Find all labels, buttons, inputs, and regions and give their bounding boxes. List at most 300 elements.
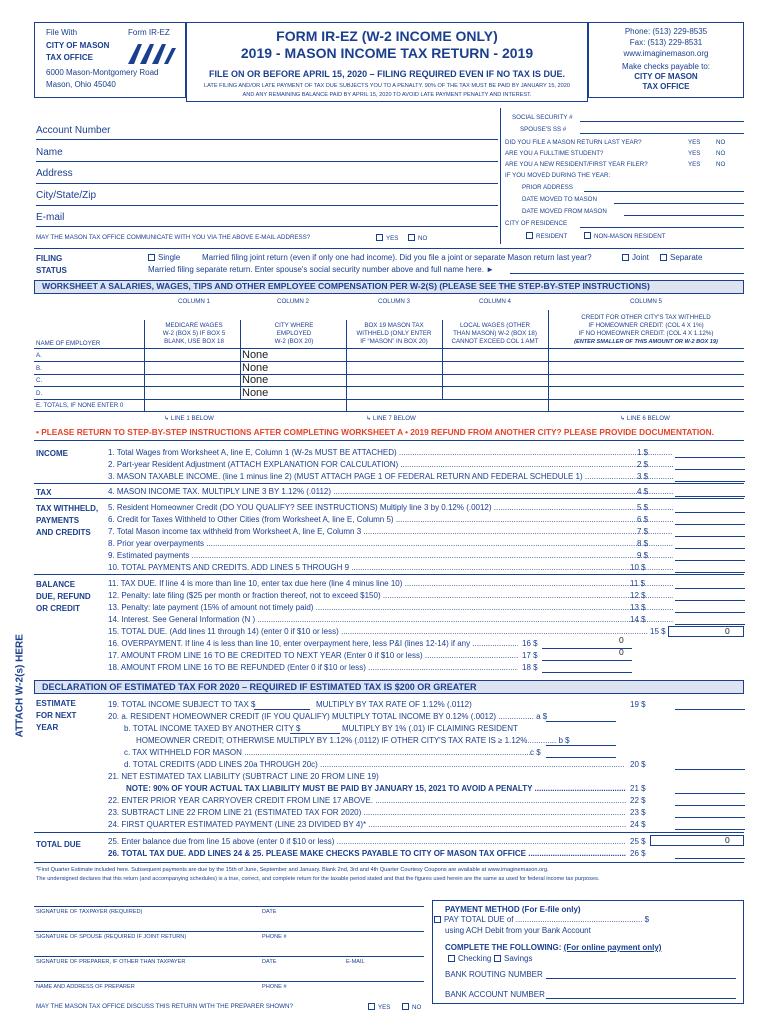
line-11 xyxy=(108,579,673,588)
line-5-text: 5. Resident Homeowner Credit (DO YOU QUALIFY? SEE INSTRUCTIONS) Multiply line 3 by 0.12% (.0012) xyxy=(108,503,492,512)
tax-rule xyxy=(34,498,744,499)
prior-address-line[interactable] xyxy=(584,191,744,192)
line-21-num: 21 $ xyxy=(630,784,646,793)
filing-label-2: STATUS xyxy=(36,266,67,275)
email-label: E-mail xyxy=(36,212,65,223)
line-13 xyxy=(108,603,673,612)
name-label: Name xyxy=(36,147,63,158)
ws-col-div-1 xyxy=(144,320,145,411)
line-9-text: 9. Estimated payments xyxy=(108,551,190,560)
late-notice-2: AND ANY REMAINING BALANCE PAID BY APRIL 15, 2020 TO AVOID LATE PAYMENT PENALTY AND INTEREST. xyxy=(242,92,532,98)
account-number-label: Account Number xyxy=(36,125,111,136)
section-withheld-3: AND CREDITS xyxy=(36,528,91,537)
line-16-value: 0 xyxy=(619,635,624,645)
preparer-phone-label: PHONE # xyxy=(262,984,287,990)
line-15 xyxy=(108,627,648,636)
line-20b-text: b. TOTAL INCOME TAXED BY ANOTHER CITY $ xyxy=(124,724,301,733)
discuss-no-checkbox[interactable] xyxy=(402,1003,409,1010)
line-17-text: 17. AMOUNT FROM LINE 16 TO BE CREDITED TO NEXT YEAR (Enter 0 if $10 or less) xyxy=(108,651,423,660)
email-yes-label: YES xyxy=(386,235,399,242)
city-residence-line[interactable] xyxy=(580,227,744,228)
line-19-income-field[interactable] xyxy=(254,709,310,710)
ws-col-div-4 xyxy=(442,320,443,399)
sig-taxpayer-label: SIGNATURE OF TAXPAYER (REQUIRED) xyxy=(36,909,143,915)
line-17-num: 17 $ xyxy=(522,651,538,660)
joint-option[interactable] xyxy=(622,253,649,262)
line-1-amount[interactable] xyxy=(675,447,745,458)
savings-checkbox[interactable] xyxy=(494,955,501,962)
line-3-num: 3 $ xyxy=(637,472,649,481)
office-name-2: TAX OFFICE xyxy=(46,53,93,62)
sig-preparer-date-label: DATE xyxy=(262,959,277,965)
col5-head-3: IF NO HOMEOWNER CREDIT: (COL 4 X 1.12%) xyxy=(578,330,714,337)
spouse-ssn-line[interactable] xyxy=(580,133,744,134)
office-name-1: CITY OF MASON xyxy=(46,41,110,50)
savings-option[interactable] xyxy=(494,954,532,963)
column-3-label: COLUMN 3 xyxy=(378,298,410,305)
city-state-zip-label: City/State/Zip xyxy=(36,190,97,201)
employer-header: NAME OF EMPLOYER xyxy=(36,340,101,347)
q3-no[interactable]: NO xyxy=(716,161,726,168)
line-9 xyxy=(108,551,673,560)
line-24-text: 24. FIRST QUARTER ESTIMATED PAYMENT (LINE 23 DIVIDED BY 4)* xyxy=(108,820,367,829)
email-no-option[interactable] xyxy=(408,234,427,242)
line-22 xyxy=(108,796,626,805)
email-no-label: NO xyxy=(418,235,428,242)
line-4-num: 4 $ xyxy=(637,487,649,496)
section-estimate-1: ESTIMATE xyxy=(36,699,76,708)
office-website: www.imaginemason.org xyxy=(623,49,709,58)
section-balance-2: DUE, REFUND xyxy=(36,592,91,601)
line-6-num: 6 $ xyxy=(637,515,649,524)
bank-account-field[interactable] xyxy=(546,998,736,999)
single-label: Single xyxy=(158,253,181,262)
ws-row-a-city[interactable]: None xyxy=(242,349,269,361)
married-joint-label: Married filing joint return (even if only one had income). Did you file a joint or separate Mason return last year? xyxy=(202,253,592,262)
footer-note-2: The undersigned declares that this return (and accompanying schedules) is a true, correct, and complete return for the taxable period stated and that the figures used herein are the same as used for federal income tax purposes. xyxy=(36,876,600,882)
section-withheld-1: TAX WITHHELD, xyxy=(36,504,99,513)
address-label: Address xyxy=(36,168,73,179)
discuss-yes-checkbox[interactable] xyxy=(368,1003,375,1010)
ws-row-a-rule xyxy=(34,361,744,362)
line-15-amount[interactable] xyxy=(668,626,744,637)
line-12-amount[interactable] xyxy=(675,590,745,601)
line-10-num: 10 $ xyxy=(630,563,646,572)
payable-to-2: TAX OFFICE xyxy=(642,82,690,91)
prior-address-label: PRIOR ADDRESS xyxy=(522,184,573,191)
line-9-amount[interactable] xyxy=(675,550,745,561)
return-title: 2019 - MASON INCOME TAX RETURN - 2019 xyxy=(240,45,534,61)
office-address-2: Mason, Ohio 45040 xyxy=(46,80,116,89)
line-18-num: 18 $ xyxy=(522,663,538,672)
column-2-label: COLUMN 2 xyxy=(277,298,309,305)
resident-label: RESIDENT xyxy=(536,233,568,240)
pay-total-checkbox[interactable] xyxy=(434,916,441,923)
line-2-num: 2 $ xyxy=(637,460,649,469)
ws-col-div-3 xyxy=(346,320,347,411)
line-1-text: 1. Total Wages from Worksheet A, line E, Column 1 (W-2s MUST BE ATTACHED) xyxy=(108,448,397,457)
line-23-amount[interactable] xyxy=(675,807,745,818)
section-total-due: TOTAL DUE xyxy=(36,840,81,849)
col3-head-2: WITHHELD (ONLY ENTER xyxy=(356,330,432,337)
line-25-text: 25. Enter balance due from line 15 above (enter 0 if $10 or less) xyxy=(108,837,335,846)
side-attach-label: ATTACH W-2(s) HERE xyxy=(14,634,26,738)
mason-logo xyxy=(126,40,178,66)
line-20c xyxy=(124,748,532,757)
payment-due[interactable] xyxy=(434,915,649,924)
line-23-num: 23 $ xyxy=(630,808,646,817)
col2-head-1: CITY WHERE xyxy=(274,322,314,329)
line-5-num: 5 $ xyxy=(637,503,649,512)
separate-option[interactable] xyxy=(660,253,702,262)
section-balance-3: OR CREDIT xyxy=(36,604,80,613)
line-21-text: 21. NET ESTIMATED TAX LIABILITY (SUBTRACT LINE 20 FROM LINE 19) xyxy=(108,772,379,781)
line-8-num: 8 $ xyxy=(637,539,649,548)
line-12-text: 12. Penalty: late filing ($25 per month or fraction thereof, not to exceed $150) xyxy=(108,591,381,600)
line-6-text: 6. Credit for Taxes Withheld to Other Cities (from Worksheet A, line E, Column 5) xyxy=(108,515,394,524)
question-student: ARE YOU A FULLTIME STUDENT? xyxy=(505,150,604,157)
line-20c-num: c $ xyxy=(530,748,541,757)
ws-col-div-2 xyxy=(240,320,241,399)
city-line[interactable] xyxy=(36,205,498,206)
line-2 xyxy=(108,460,673,469)
line-26-num: 26 $ xyxy=(630,849,646,858)
filing-deadline: FILE ON OR BEFORE APRIL 15, 2020 – FILING REQUIRED EVEN IF NO TAX IS DUE. xyxy=(209,69,565,79)
line-6-amount[interactable] xyxy=(675,514,745,525)
line-7-text: 7. Total Mason income tax withheld from Worksheet A, line E, Column 3 xyxy=(108,527,362,536)
line-25-num: 25 $ xyxy=(630,837,646,846)
question-last-year: DID YOU FILE A MASON RETURN LAST YEAR? xyxy=(505,139,642,146)
checking-option[interactable] xyxy=(448,954,491,963)
line-7-num: 7 $ xyxy=(637,527,649,536)
resident-option[interactable] xyxy=(526,232,567,240)
checking-label: Checking xyxy=(458,954,492,963)
ssn-label: SOCIAL SECURITY # xyxy=(512,114,573,121)
line-26-text: 26. TOTAL TAX DUE. ADD LINES 24 & 25. PLEASE MAKE CHECKS PAYABLE TO CITY OF MASON TAX OFFICE xyxy=(108,849,526,858)
line-25 xyxy=(108,837,626,846)
routing-label: BANK ROUTING NUMBER xyxy=(445,970,543,979)
date-moved-from-line[interactable] xyxy=(624,215,744,216)
sig-preparer-line[interactable] xyxy=(34,956,424,957)
section-withheld-2: PAYMENTS xyxy=(36,516,80,525)
line-24-num: 24 $ xyxy=(630,820,646,829)
income-rule xyxy=(34,483,744,484)
col1-head-2: W-2 (BOX 5) IF BOX 5 xyxy=(162,330,226,337)
discuss-no-option[interactable] xyxy=(402,1003,421,1011)
q3-yes[interactable]: YES xyxy=(688,161,701,168)
col5-head-1: CREDIT FOR OTHER CITY'S TAX WITHHELD xyxy=(581,314,711,321)
line-23 xyxy=(108,808,626,817)
filing-single-option[interactable] xyxy=(148,253,180,262)
complete-label: COMPLETE THE FOLLOWING: xyxy=(445,943,562,952)
savings-label: Savings xyxy=(504,954,533,963)
ws-row-b-label: B. xyxy=(36,365,42,372)
line-21-amount[interactable] xyxy=(675,783,745,794)
spouse-name-line[interactable] xyxy=(510,273,744,274)
line-4-text: 4. MASON INCOME TAX. MULTIPLY LINE 3 BY 1.12% (.0112) xyxy=(108,487,332,496)
ach-text: using ACH Debit from your Bank Account xyxy=(445,926,591,935)
line-26 xyxy=(108,849,626,858)
address-line[interactable] xyxy=(36,183,498,184)
col1-head-3: BLANK, USE BOX 18 xyxy=(164,338,224,345)
col2-head-2: EMPLOYED xyxy=(276,330,312,337)
estimate-rule xyxy=(34,832,744,833)
col4-head-3: CANNOT EXCEED COL 1 AMT xyxy=(451,338,539,345)
line-7-amount[interactable] xyxy=(675,526,745,537)
line-24 xyxy=(108,820,626,829)
ws-row-c-city[interactable]: None xyxy=(242,374,269,386)
form-title: FORM IR-EZ (W-2 INCOME ONLY) xyxy=(276,28,498,44)
line-20c-field[interactable] xyxy=(546,757,616,758)
discuss-no-label: NO xyxy=(412,1004,422,1011)
worksheet-notice: • PLEASE RETURN TO STEP-BY-STEP INSTRUCTIONS AFTER COMPLETING WORKSHEET A • 2019 REFUND FROM ANOTHER CITY? PLEASE PROVIDE DOCUMENTATION. xyxy=(36,427,714,437)
preparer-name-line[interactable] xyxy=(34,981,424,982)
line-20-amount[interactable] xyxy=(675,759,745,770)
declaration-title: DECLARATION OF ESTIMATED TAX FOR 2020 – REQUIRED IF ESTIMATED TAX IS $200 OR GREATER xyxy=(42,682,477,692)
checking-checkbox[interactable] xyxy=(448,955,455,962)
line-19-text: 19. TOTAL INCOME SUBJECT TO TAX $ xyxy=(108,700,256,709)
office-address-1: 6000 Mason-Montgomery Road xyxy=(46,68,159,77)
right-info-divider xyxy=(500,108,501,244)
line-19-rate-text: MULTIPLY BY TAX RATE OF 1.12% (.0112) xyxy=(316,700,472,709)
line-14-amount[interactable] xyxy=(675,614,745,625)
spouse-ssn-label: SPOUSE'S SS # xyxy=(520,126,567,133)
office-phone: Phone: (513) 229-8535 xyxy=(624,27,708,36)
notice-rule xyxy=(34,440,744,441)
bank-account-label: BANK ACCOUNT NUMBER xyxy=(445,990,545,999)
q1-no[interactable]: NO xyxy=(716,139,726,146)
line-21-note-text: NOTE: 90% OF YOUR ACTUAL TAX LIABILITY MUST BE PAID BY JANUARY 15, 2021 TO AVOID A PENALTY xyxy=(126,784,533,793)
col1-head-1: MEDICARE WAGES xyxy=(165,322,223,329)
line-4 xyxy=(108,487,673,496)
line-22-amount[interactable] xyxy=(675,795,745,806)
line-8 xyxy=(108,539,673,548)
line-8-amount[interactable] xyxy=(675,538,745,549)
date-moved-from-label: DATE MOVED FROM MASON xyxy=(522,208,607,215)
ws-row-d-city[interactable]: None xyxy=(242,387,269,399)
complete-following xyxy=(445,943,661,952)
line-5 xyxy=(108,503,673,512)
discuss-question: MAY THE MASON TAX OFFICE DISCUSS THIS RETURN WITH THE PREPARER SHOWN? xyxy=(36,1003,293,1010)
line-21-note xyxy=(126,784,626,793)
line-13-text: 13. Penalty: late payment (15% of amount not timely paid) xyxy=(108,603,314,612)
worksheet-title: WORKSHEET A SALARIES, WAGES, TIPS AND OTHER EMPLOYEE COMPENSATION PER W-2(S) (PLEASE SEE THE STEP-BY-STEP INSTRUCTIONS) xyxy=(42,281,650,291)
account-line[interactable] xyxy=(36,139,498,140)
discuss-yes-label: YES xyxy=(378,1004,391,1011)
line-15-text: 15. TOTAL DUE. (Add lines 11 through 14) (enter 0 if $10 or less) xyxy=(108,627,339,636)
col5-head-2: IF HOMEOWNER CREDIT: (COL 4 X 1%) xyxy=(588,322,704,329)
ssn-line[interactable] xyxy=(580,121,744,122)
line-3-text: 3. MASON TAXABLE INCOME. (line 1 minus line 2) (MUST ATTACH PAGE 1 OF FEDERAL RETURN AND FEDERAL SCHEDULE 1) xyxy=(108,472,583,481)
resident-checkbox[interactable] xyxy=(526,232,533,239)
line-13-num: 13 $ xyxy=(630,603,646,612)
payment-title: PAYMENT METHOD (For E-file only) xyxy=(445,905,581,914)
line-20b-rate-text: MULTIPLY BY 1% (.01) IF CLAIMING RESIDENT xyxy=(342,724,518,733)
sig-spouse-label: SIGNATURE OF SPOUSE (REQUIRED IF JOINT RETURN) xyxy=(36,934,187,940)
line-20c-text: c. TAX WITHHELD FOR MASON xyxy=(124,748,242,757)
ws-row-b-rule xyxy=(34,374,744,375)
payable-label: Make checks payable to: xyxy=(621,62,711,71)
col4-head-1: LOCAL WAGES (OTHER xyxy=(459,322,531,329)
nonresident-label: NON-MASON RESIDENT xyxy=(594,233,666,240)
line-13-amount[interactable] xyxy=(675,602,745,613)
line-1 xyxy=(108,448,673,457)
sig-spouse-phone-label: PHONE # xyxy=(262,934,287,940)
q2-no[interactable]: NO xyxy=(716,150,726,157)
line-20b-income-field[interactable] xyxy=(290,733,340,734)
line-26-amount[interactable] xyxy=(675,848,745,859)
moved-label: IF YOU MOVED DURING THE YEAR: xyxy=(505,172,611,179)
ws-row-b-city[interactable]: None xyxy=(242,362,269,374)
ws-row-d-label: D. xyxy=(36,390,43,397)
joint-checkbox[interactable] xyxy=(622,254,629,261)
sig-taxpayer-line[interactable] xyxy=(34,906,424,907)
date-moved-to-line[interactable] xyxy=(614,203,744,204)
arrow-line-6: ↳ LINE 6 BELOW xyxy=(620,415,670,422)
line-15-num: 15 $ xyxy=(650,627,666,636)
line-19-num: 19 $ xyxy=(630,700,646,709)
line-20-num: 20 $ xyxy=(630,760,646,769)
separate-label: Separate xyxy=(670,253,703,262)
nonresident-checkbox[interactable] xyxy=(584,232,591,239)
line-10-amount[interactable] xyxy=(675,562,745,573)
footer-note-1: *First Quarter Estimate included here. Subsequent payments are due by the 15th of June, September and January. Blank 2nd, 3rd and 4th Quarter Courtesy Coupons are available at www.imaginemason.org. xyxy=(36,867,549,873)
line-20d xyxy=(124,760,624,769)
online-only-label: (For online payment only) xyxy=(563,943,662,952)
routing-field[interactable] xyxy=(546,978,736,979)
section-estimate-2: FOR NEXT xyxy=(36,711,77,720)
q1-yes[interactable]: YES xyxy=(688,139,701,146)
line-16-text: 16. OVERPAYMENT. If line 4 is less than line 10, enter overpayment here, less P&I (lines 12-14) if any xyxy=(108,639,471,648)
line-2-text: 2. Part-year Resident Adjustment (ATTACH EXPLANATION FOR CALCULATION) xyxy=(108,460,399,469)
ws-col-div-5 xyxy=(548,310,549,411)
line-8-text: 8. Prior year overpayments xyxy=(108,539,205,548)
line-16-num: 16 $ xyxy=(522,639,538,648)
arrow-line-7: ↳ LINE 7 BELOW xyxy=(366,415,416,422)
line-23-text: 23. SUBTRACT LINE 22 FROM LINE 21 (ESTIMATED TAX FOR 2020) xyxy=(108,808,362,817)
married-separate-label: Married filing separate return. Enter spouse's social security number above and full name here. ► xyxy=(148,265,495,274)
ws-row-d-rule xyxy=(34,399,744,400)
line-1-num: 1 $ xyxy=(637,448,649,457)
line-14-num: 14 $ xyxy=(630,615,646,624)
column-4-label: COLUMN 4 xyxy=(479,298,511,305)
column-5-label: COLUMN 5 xyxy=(630,298,662,305)
section-tax: TAX xyxy=(36,488,52,497)
line-4-amount[interactable] xyxy=(675,486,745,497)
preparer-name-label: NAME AND ADDRESS OF PREPARER xyxy=(36,984,135,990)
discuss-yes-option[interactable] xyxy=(368,1003,390,1011)
email-line[interactable] xyxy=(36,226,498,227)
line-3 xyxy=(108,472,673,481)
email-yes-option[interactable] xyxy=(376,234,398,242)
line-25-value: 0 xyxy=(725,835,730,845)
line-20d-text: d. TOTAL CREDITS (ADD LINES 20a THROUGH 20c) xyxy=(124,760,318,769)
line-14 xyxy=(108,615,673,624)
ws-row-c-rule xyxy=(34,386,744,387)
city-residence-label: CITY OF RESIDENCE xyxy=(505,220,568,227)
line-14-text: 14. Interest. See General Information (N ) xyxy=(108,615,256,624)
footer-rule xyxy=(34,862,744,863)
line-16 xyxy=(108,639,518,648)
name-line[interactable] xyxy=(36,161,498,162)
ws-head-rule xyxy=(34,348,744,349)
line-12 xyxy=(108,591,673,600)
email-question: MAY THE MASON TAX OFFICE COMMUNICATE WITH YOU VIA THE ABOVE E-MAIL ADDRESS? xyxy=(36,234,311,241)
section-estimate-3: YEAR xyxy=(36,723,59,732)
section-income: INCOME xyxy=(36,449,68,458)
line-17-value: 0 xyxy=(619,647,624,657)
nonresident-option[interactable] xyxy=(584,232,666,240)
ws-row-c-label: C. xyxy=(36,377,43,384)
filing-label-1: FILING xyxy=(36,254,63,263)
separate-checkbox[interactable] xyxy=(660,254,667,261)
ws-row-e-rule xyxy=(34,411,744,412)
line-18-amount[interactable] xyxy=(542,662,632,673)
line-7 xyxy=(108,527,673,536)
arrow-line-7-label: LINE 7 BELOW xyxy=(372,415,416,422)
line-19-amount[interactable] xyxy=(675,699,745,710)
joint-label: Joint xyxy=(632,253,649,262)
line-18-text: 18. AMOUNT FROM LINE 16 TO BE REFUNDED (Enter 0 if $10 or less) xyxy=(108,663,366,672)
date-moved-to-label: DATE MOVED TO MASON xyxy=(522,196,597,203)
late-notice-1: LATE FILING AND/OR LATE PAYMENT OF TAX DUE SUBJECTS YOU TO A PENALTY. 90% OF THE TAX MUST BE PAID BY JANUARY 15, 2020 xyxy=(204,83,570,89)
line-17 xyxy=(108,651,518,660)
line-3-amount[interactable] xyxy=(675,471,745,482)
sig-spouse-line[interactable] xyxy=(34,931,424,932)
line-20b-text-2: HOMEOWNER CREDIT; OTHERWISE MULTIPLY BY 1.12% (.0112) IF OTHER CITY'S TAX RATE IS ≥ 1.12%............. b $ xyxy=(136,736,570,745)
line-11-num: 11 $ xyxy=(630,579,645,588)
arrow-line-6-label: LINE 6 BELOW xyxy=(626,415,670,422)
line-20a-text: 20. a. RESIDENT HOMEOWNER CREDIT (IF YOU QUALIFY) MULTIPLY TOTAL INCOME BY 0.12% (.0012) ................ a $ xyxy=(108,712,548,721)
line-6 xyxy=(108,515,673,524)
col3-head-3: IF “MASON” IN BOX 20) xyxy=(360,338,428,345)
line-9-num: 9 $ xyxy=(637,551,649,560)
q2-yes[interactable]: YES xyxy=(688,150,701,157)
sig-preparer-email-label: E-MAIL xyxy=(346,959,365,965)
col4-head-2: THAN MASON) W-2 (BOX 18) xyxy=(453,330,537,337)
col3-head-1: BOX 19 MASON TAX xyxy=(364,322,424,329)
line-20a-field[interactable] xyxy=(546,721,616,722)
arrow-line-1: ↳ LINE 1 BELOW xyxy=(164,415,214,422)
section-balance-1: BALANCE xyxy=(36,580,76,589)
line-10 xyxy=(108,563,673,572)
ws-row-a-label: A. xyxy=(36,352,42,359)
column-1-label: COLUMN 1 xyxy=(178,298,210,305)
sig-preparer-label: SIGNATURE OF PREPARER, IF OTHER THAN TAXPAYER xyxy=(36,959,186,965)
email-yes-checkbox[interactable] xyxy=(376,234,383,241)
line-10-text: 10. TOTAL PAYMENTS AND CREDITS. ADD LINES 5 THROUGH 9 xyxy=(108,563,350,572)
line-15-value: 0 xyxy=(725,626,730,636)
line-20b-field[interactable] xyxy=(546,745,616,746)
sig-taxpayer-date-label: DATE xyxy=(262,909,277,915)
office-fax: Fax: (513) 229-8531 xyxy=(629,38,703,47)
line-11-amount[interactable] xyxy=(675,578,745,589)
withheld-rule xyxy=(34,574,744,575)
col5-head-4: (ENTER SMALLER OF THIS AMOUNT OR W-2 BOX 19) xyxy=(574,339,718,345)
line-2-amount[interactable] xyxy=(675,459,745,470)
email-no-checkbox[interactable] xyxy=(408,234,415,241)
form-label: Form IR-EZ xyxy=(128,28,170,37)
line-22-num: 22 $ xyxy=(630,796,646,805)
payment-due-text: PAY TOTAL DUE of ......................................................... $ xyxy=(444,915,650,924)
single-checkbox[interactable] xyxy=(148,254,155,261)
line-22-text: 22. ENTER PRIOR YEAR CARRYOVER CREDIT FROM LINE 17 ABOVE. xyxy=(108,796,373,805)
question-new-resident: ARE YOU A NEW RESIDENT/FIRST YEAR FILER? xyxy=(505,161,648,168)
col2-head-3: W-2 (BOX 20) xyxy=(274,338,314,345)
line-24-amount[interactable] xyxy=(675,819,745,830)
line-5-amount[interactable] xyxy=(675,502,745,513)
payable-to-1: CITY OF MASON xyxy=(634,72,698,81)
